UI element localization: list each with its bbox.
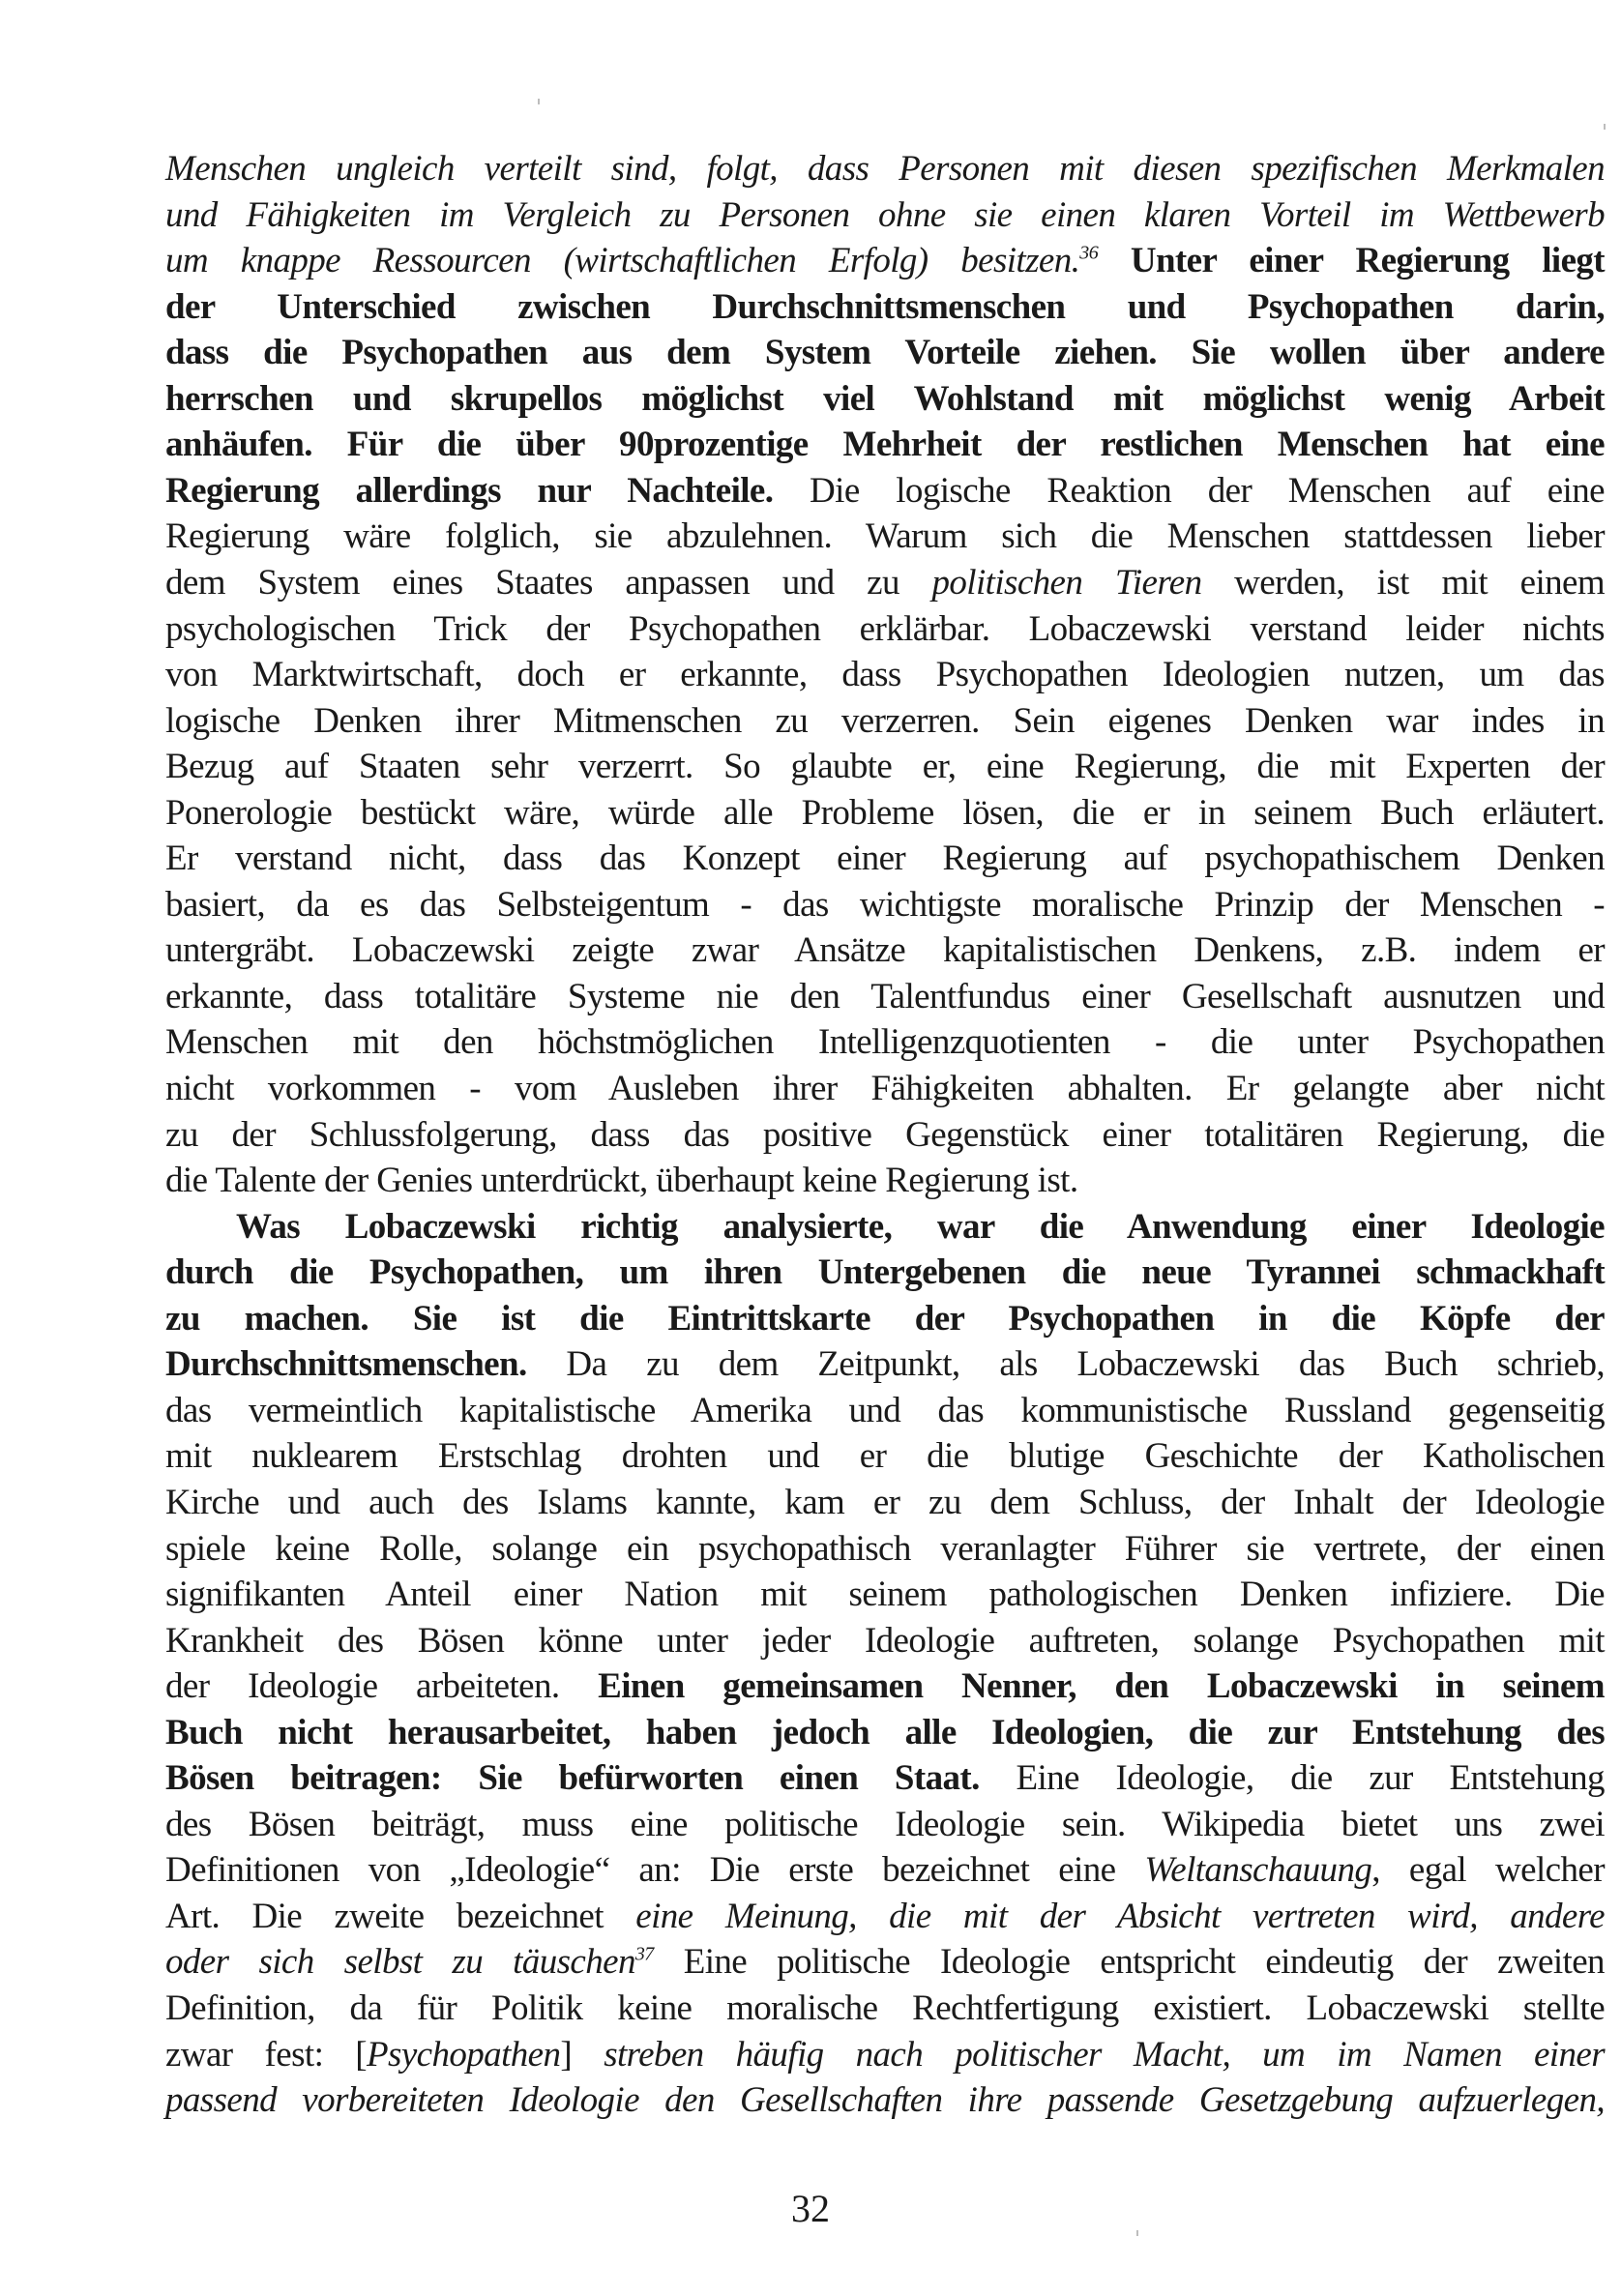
- text-line: [165, 1526, 1605, 1573]
- text-line: [165, 836, 1605, 882]
- text-line: [165, 882, 1605, 928]
- text-line: [165, 1341, 1605, 1388]
- text-line: [165, 1158, 1605, 1204]
- text-line: [165, 1710, 1605, 1756]
- text-run: basiert, da es das Selbsteigentum - das wichtigste moralische Prinzip der Menschen -: [165, 884, 1606, 925]
- text-line: [165, 192, 1605, 239]
- text-run: Definitionen von „Ideologie“ an: Die erste bezeichnet eine: [165, 1850, 1145, 1891]
- text-run: die Talente der Genies unterdrückt, überhaupt keine Regierung ist.: [165, 1161, 1078, 1201]
- text-line: [165, 974, 1605, 1020]
- scan-speck: [1604, 124, 1606, 130]
- italic-run: und Fähigkeiten im Vergleich zu Personen ohne sie einen klaren Vorteil im Wettbewerb: [165, 194, 1605, 235]
- text-line: [165, 2077, 1605, 2124]
- text-line: [165, 1112, 1605, 1159]
- text-line: [165, 790, 1605, 837]
- text-line: [165, 1066, 1605, 1112]
- bold-run: herrschen und skrupellos möglichst viel Wohlstand mit möglichst wenig Arbeit: [165, 378, 1605, 419]
- page-number: 32: [791, 2187, 830, 2230]
- text-line: [165, 1802, 1605, 1848]
- text-run: Da zu dem Zeitpunkt, als Lobaczewski das Buch schrieb,: [526, 1344, 1606, 1385]
- bold-run: dass die Psychopathen aus dem System Vorteile ziehen. Sie wollen über andere: [165, 333, 1605, 373]
- text-run: ]: [560, 2034, 604, 2075]
- text-line: [165, 1618, 1605, 1664]
- text-line: [165, 238, 1605, 284]
- text-run: Eine politische Ideologie entspricht eindeutig der zweiten: [653, 1942, 1605, 1983]
- text-run: Ponerologie bestückt wäre, würde alle Probleme lösen, die er in seinem Buch erläutert.: [165, 792, 1606, 833]
- bold-run: Bösen beitragen: Sie befürworten einen Staat.: [165, 1758, 980, 1799]
- bold-run: der Unterschied zwischen Durchschnittsmenschen und Psychopathen darin,: [165, 286, 1606, 327]
- italic-run: politischen Tieren: [931, 562, 1202, 603]
- text-line: [165, 1433, 1605, 1480]
- text-line: [165, 1480, 1605, 1526]
- bold-run: Buch nicht herausarbeitet, haben jedoch alle Ideologien, die zur Entstehung des: [165, 1712, 1606, 1752]
- text-line: [165, 1388, 1605, 1434]
- bold-run: anhäufen. Für die über 90prozentige Mehrheit der restlichen Menschen hat eine: [165, 425, 1606, 465]
- text-line: [165, 1755, 1605, 1802]
- text-run: mit nuklearem Erstschlag drohten und er die blutige Geschichte der Katholischen: [165, 1436, 1605, 1477]
- text-line: [165, 146, 1605, 192]
- footnote-ref: 37: [634, 1944, 654, 1966]
- text-line: [165, 1019, 1605, 1066]
- text-line: [165, 284, 1605, 331]
- text-run: untergräbt. Lobaczewski zeigte zwar Ansätze kapitalistischen Denkens, z.B. indem er: [165, 930, 1606, 971]
- text-line: [165, 1296, 1605, 1342]
- bold-run: Durchschnittsmenschen.: [165, 1344, 527, 1385]
- text-run: Definition, da für Politik keine moralische Rechtfertigung existiert. Lobaczewski stellte: [165, 1988, 1606, 2028]
- text-run: von Marktwirtschaft, doch er erkannte, dass Psychopathen Ideologien nutzen, um das: [165, 655, 1605, 695]
- text-run: das vermeintlich kapitalistische Amerika und das kommunistische Russland gegenseitig: [165, 1390, 1605, 1430]
- italic-run: passend vorbereiteten Ideologie den Gesellschaften ihre passende Gesetzgebung aufzuerlegen,: [165, 2080, 1606, 2121]
- italic-run: um knappe Ressourcen (wirtschaftlichen Erfolg) besitzen.: [165, 241, 1080, 281]
- bold-run: Einen gemeinsamen Nenner, den Lobaczewski in seinem: [598, 1666, 1605, 1707]
- text-line: [165, 1939, 1605, 1986]
- text-run: signifikanten Anteil einer Nation mit seinem pathologischen Denken infiziere. Die: [165, 1575, 1605, 1615]
- bold-run: Regierung allerdings nur Nachteile.: [165, 470, 774, 511]
- text-run: Art. Die zweite bezeichnet: [165, 1896, 636, 1936]
- text-run: Die logische Reaktion der Menschen auf eine: [773, 470, 1605, 511]
- text-run: dem System eines Staates anpassen und zu: [165, 562, 932, 603]
- text-run: Eine Ideologie, die zur Entstehung: [979, 1758, 1605, 1799]
- text-line: [165, 606, 1605, 653]
- text-line: [165, 330, 1605, 376]
- text-line: [165, 744, 1605, 790]
- text-line: [165, 652, 1605, 698]
- text-line: [165, 1847, 1605, 1894]
- text-run: spiele keine Rolle, solange ein psychopathisch veranlagter Führer sie vertrete, der einen: [165, 1528, 1606, 1569]
- italic-run: Weltanschauung: [1144, 1850, 1372, 1891]
- italic-run: eine Meinung, die mit der Absicht vertreten wird, andere: [635, 1896, 1605, 1936]
- text-line: [165, 1894, 1605, 1940]
- bold-run: zu machen. Sie ist die Eintrittskarte der Psychopathen in die Köpfe der: [165, 1298, 1605, 1339]
- text-run: psychologischen Trick der Psychopathen erklärbar. Lobaczewski verstand leider nichts: [165, 608, 1605, 649]
- italic-run: Psychopathen: [367, 2034, 561, 2075]
- italic-run: oder sich selbst zu täuschen: [165, 1942, 635, 1983]
- text-run: Bezug auf Staaten sehr verzerrt. So glaubte er, eine Regierung, die mit Experten der: [165, 747, 1606, 787]
- text-line: [165, 1572, 1605, 1618]
- text-line: [165, 514, 1605, 560]
- text-run: werden, ist mit einem: [1201, 562, 1606, 603]
- bold-run: Unter einer Regierung liegt: [1098, 241, 1606, 281]
- bold-run: durch die Psychopathen, um ihren Untergebenen die neue Tyrannei schmackhaft: [165, 1252, 1606, 1293]
- text-run: zu der Schlussfolgerung, dass das positive Gegenstück einer totalitären Regierung, die: [165, 1114, 1606, 1155]
- text-line: [165, 2032, 1605, 2078]
- text-line: [165, 422, 1605, 468]
- text-run: logische Denken ihrer Mitmenschen zu verzerren. Sein eigenes Denken war indes in: [165, 700, 1605, 741]
- text-line: [165, 1986, 1605, 2032]
- footnote-ref: 36: [1079, 242, 1099, 264]
- text-run: , egal welcher: [1371, 1850, 1605, 1891]
- text-line: [165, 1250, 1605, 1296]
- text-run: erkannte, dass totalitäre Systeme nie den Talentfundus einer Gesellschaft ausnutzen und: [165, 976, 1605, 1016]
- text-run: Kirche und auch des Islams kannte, kam er zu dem Schluss, der Inhalt der Ideologie: [165, 1482, 1606, 1522]
- scan-speck: [538, 99, 540, 104]
- text-run: Regierung wäre folglich, sie abzulehnen. Warum sich die Menschen stattdessen lieber: [165, 516, 1605, 557]
- italic-run: streben häufig nach politischer Macht, um im Namen einer: [604, 2034, 1605, 2075]
- text-run: Krankheit des Bösen könne unter jeder Ideologie auftreten, solange Psychopathen mit: [165, 1620, 1605, 1661]
- text-run: nicht vorkommen - vom Ausleben ihrer Fähigkeiten abhalten. Er gelangte aber nicht: [165, 1069, 1606, 1108]
- text-run: des Bösen beiträgt, muss eine politische Ideologie sein. Wikipedia bietet uns zwei: [165, 1804, 1605, 1844]
- scan-speck: [1136, 2230, 1138, 2236]
- bold-run: Was Lobaczewski richtig analysierte, war die Anwendung einer Ideologie: [236, 1206, 1605, 1247]
- text-line: [165, 376, 1605, 423]
- text-line: [165, 560, 1605, 606]
- text-line: [165, 1663, 1605, 1710]
- text-run: Er verstand nicht, dass das Konzept einer Regierung auf psychopathischem Denken: [165, 839, 1605, 879]
- text-line: [165, 927, 1605, 974]
- text-line: [165, 1204, 1605, 1251]
- text-run: Menschen mit den höchstmöglichen Intelligenzquotienten - die unter Psychopathen: [165, 1022, 1605, 1063]
- text-run: der Ideologie arbeiteten.: [165, 1666, 599, 1707]
- italic-run: Menschen ungleich verteilt sind, folgt, dass Personen mit diesen spezifischen Merkmalen: [165, 149, 1606, 189]
- text-line: [165, 698, 1605, 745]
- text-line: [165, 468, 1605, 515]
- text-run: zwar fest: [: [165, 2034, 368, 2075]
